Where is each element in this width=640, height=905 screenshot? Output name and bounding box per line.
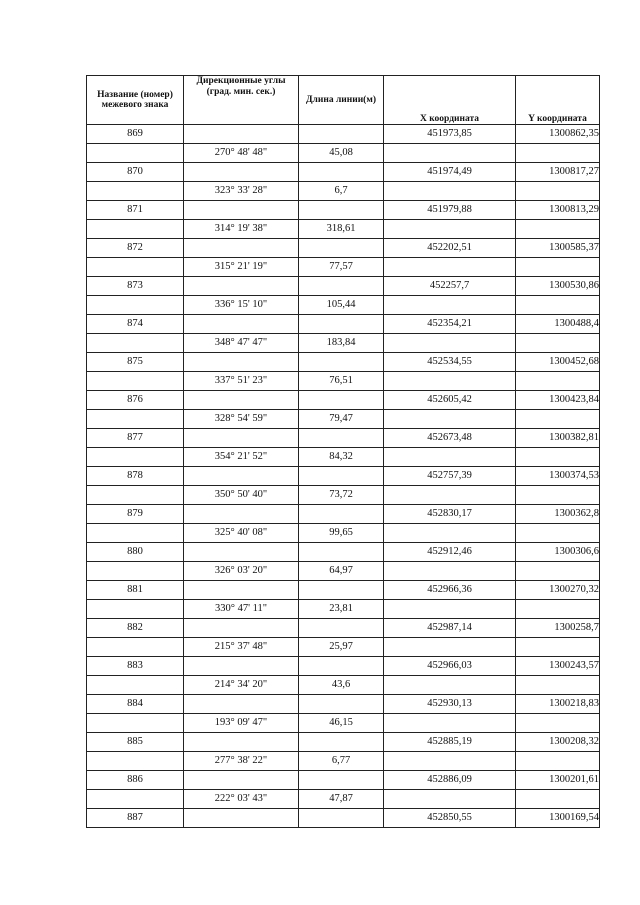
x-coordinate-cell: 452850,55: [384, 809, 516, 828]
x-coordinate-cell: 452605,42: [384, 391, 516, 410]
table-row-point: [87, 429, 600, 448]
empty-cell: [184, 771, 299, 790]
bearing-angle-cell: 315° 21' 19": [184, 258, 299, 277]
bearing-angle-cell: 325° 40' 08": [184, 524, 299, 543]
empty-cell: [87, 372, 184, 391]
bearing-angle-cell: 336° 15' 10": [184, 296, 299, 315]
table-header-row: [87, 76, 600, 125]
y-coordinate-cell: 1300243,57: [516, 657, 600, 676]
header-x-coordinate: X координата: [384, 76, 516, 125]
x-coordinate-cell: 451979,88: [384, 201, 516, 220]
x-coordinate-cell: 452202,51: [384, 239, 516, 258]
empty-cell: [87, 562, 184, 581]
header-point-name: Название (номер) межевого знака: [87, 76, 184, 125]
line-length-cell: 64,97: [299, 562, 384, 581]
empty-cell: [87, 790, 184, 809]
table-row-segment: [87, 220, 600, 239]
empty-cell: [299, 505, 384, 524]
x-coordinate-cell: 452966,03: [384, 657, 516, 676]
x-coordinate-cell: 452257,7: [384, 277, 516, 296]
point-name-cell: 886: [87, 771, 184, 790]
point-name-cell: 884: [87, 695, 184, 714]
empty-cell: [384, 372, 516, 391]
x-coordinate-cell: 452534,55: [384, 353, 516, 372]
y-coordinate-cell: 1300423,84: [516, 391, 600, 410]
table-row-point: [87, 315, 600, 334]
bearing-angle-cell: 348° 47' 47": [184, 334, 299, 353]
empty-cell: [299, 809, 384, 828]
empty-cell: [384, 714, 516, 733]
empty-cell: [516, 676, 600, 695]
empty-cell: [516, 714, 600, 733]
bearing-angle-cell: 330° 47' 11": [184, 600, 299, 619]
x-coordinate-cell: 452886,09: [384, 771, 516, 790]
line-length-cell: 105,44: [299, 296, 384, 315]
bearing-angle-cell: 193° 09' 47": [184, 714, 299, 733]
table-row-segment: [87, 448, 600, 467]
empty-cell: [384, 524, 516, 543]
empty-cell: [516, 486, 600, 505]
empty-cell: [299, 543, 384, 562]
x-coordinate-cell: 452930,13: [384, 695, 516, 714]
y-coordinate-cell: 1300169,54: [516, 809, 600, 828]
x-coordinate-cell: 452912,46: [384, 543, 516, 562]
point-name-cell: 880: [87, 543, 184, 562]
line-length-cell: 318,61: [299, 220, 384, 239]
empty-cell: [87, 448, 184, 467]
bearing-angle-cell: 215° 37' 48": [184, 638, 299, 657]
empty-cell: [299, 771, 384, 790]
header-y-coordinate: Y координата: [516, 76, 600, 125]
empty-cell: [516, 258, 600, 277]
table-row-segment: [87, 562, 600, 581]
line-length-cell: 6,77: [299, 752, 384, 771]
point-name-cell: 882: [87, 619, 184, 638]
y-coordinate-cell: 1300258,7: [516, 619, 600, 638]
bearing-angle-cell: 222° 03' 43": [184, 790, 299, 809]
bearing-angle-cell: 270° 48' 48": [184, 144, 299, 163]
empty-cell: [516, 372, 600, 391]
empty-cell: [384, 410, 516, 429]
empty-cell: [184, 505, 299, 524]
point-name-cell: 872: [87, 239, 184, 258]
empty-cell: [384, 334, 516, 353]
line-length-cell: 23,81: [299, 600, 384, 619]
empty-cell: [184, 543, 299, 562]
empty-cell: [184, 201, 299, 220]
empty-cell: [87, 524, 184, 543]
table-row-segment: [87, 144, 600, 163]
line-length-cell: 84,32: [299, 448, 384, 467]
empty-cell: [516, 182, 600, 201]
table-row-point: [87, 581, 600, 600]
bearing-angle-cell: 350° 50' 40": [184, 486, 299, 505]
table-row-segment: [87, 296, 600, 315]
empty-cell: [184, 809, 299, 828]
empty-cell: [299, 353, 384, 372]
empty-cell: [184, 733, 299, 752]
y-coordinate-cell: 1300270,32: [516, 581, 600, 600]
table-row-point: [87, 657, 600, 676]
empty-cell: [184, 315, 299, 334]
x-coordinate-cell: 452354,21: [384, 315, 516, 334]
point-name-cell: 881: [87, 581, 184, 600]
x-coordinate-cell: 451974,49: [384, 163, 516, 182]
y-coordinate-cell: 1300201,61: [516, 771, 600, 790]
empty-cell: [516, 790, 600, 809]
empty-cell: [384, 486, 516, 505]
empty-cell: [87, 600, 184, 619]
line-length-cell: 99,65: [299, 524, 384, 543]
empty-cell: [87, 334, 184, 353]
table-row-segment: [87, 334, 600, 353]
empty-cell: [384, 790, 516, 809]
y-coordinate-cell: 1300452,68: [516, 353, 600, 372]
table-row-segment: [87, 182, 600, 201]
header-bearing-angle: Дирекционные углы (град. мин. сек.): [184, 76, 299, 125]
table-row-segment: [87, 258, 600, 277]
x-coordinate-cell: 452757,39: [384, 467, 516, 486]
bearing-angle-cell: 354° 21' 52": [184, 448, 299, 467]
empty-cell: [384, 600, 516, 619]
empty-cell: [87, 296, 184, 315]
y-coordinate-cell: 1300208,32: [516, 733, 600, 752]
empty-cell: [384, 220, 516, 239]
empty-cell: [516, 334, 600, 353]
y-coordinate-cell: 1300813,29: [516, 201, 600, 220]
line-length-cell: 76,51: [299, 372, 384, 391]
y-coordinate-cell: 1300817,27: [516, 163, 600, 182]
table-row-point: [87, 353, 600, 372]
table-row-segment: [87, 790, 600, 809]
empty-cell: [299, 277, 384, 296]
line-length-cell: 183,84: [299, 334, 384, 353]
empty-cell: [384, 752, 516, 771]
point-name-cell: 871: [87, 201, 184, 220]
empty-cell: [184, 163, 299, 182]
boundary-points-table: [86, 75, 600, 828]
y-coordinate-cell: 1300382,81: [516, 429, 600, 448]
table-row-point: [87, 809, 600, 828]
bearing-angle-cell: 337° 51' 23": [184, 372, 299, 391]
empty-cell: [299, 429, 384, 448]
empty-cell: [184, 353, 299, 372]
empty-cell: [516, 638, 600, 657]
bearing-angle-cell: 277° 38' 22": [184, 752, 299, 771]
empty-cell: [184, 467, 299, 486]
table-row-segment: [87, 638, 600, 657]
empty-cell: [184, 125, 299, 144]
point-name-cell: 878: [87, 467, 184, 486]
table-row-segment: [87, 600, 600, 619]
empty-cell: [299, 239, 384, 258]
bearing-angle-cell: 323° 33' 28": [184, 182, 299, 201]
empty-cell: [384, 182, 516, 201]
empty-cell: [87, 182, 184, 201]
point-name-cell: 885: [87, 733, 184, 752]
table-row-point: [87, 543, 600, 562]
empty-cell: [299, 581, 384, 600]
x-coordinate-cell: 452987,14: [384, 619, 516, 638]
table-row-point: [87, 125, 600, 144]
table-row-point: [87, 391, 600, 410]
table-row-point: [87, 505, 600, 524]
empty-cell: [299, 467, 384, 486]
table-row-segment: [87, 410, 600, 429]
empty-cell: [384, 258, 516, 277]
x-coordinate-cell: 451973,85: [384, 125, 516, 144]
table-body: [87, 125, 600, 828]
line-length-cell: 77,57: [299, 258, 384, 277]
empty-cell: [299, 733, 384, 752]
x-coordinate-cell: 452966,36: [384, 581, 516, 600]
y-coordinate-cell: 1300488,4: [516, 315, 600, 334]
empty-cell: [184, 619, 299, 638]
empty-cell: [299, 695, 384, 714]
table-row-point: [87, 277, 600, 296]
empty-cell: [299, 125, 384, 144]
y-coordinate-cell: 1300362,8: [516, 505, 600, 524]
line-length-cell: 46,15: [299, 714, 384, 733]
point-name-cell: 869: [87, 125, 184, 144]
empty-cell: [516, 752, 600, 771]
point-name-cell: 879: [87, 505, 184, 524]
point-name-cell: 875: [87, 353, 184, 372]
empty-cell: [299, 315, 384, 334]
table-row-point: [87, 733, 600, 752]
empty-cell: [516, 448, 600, 467]
empty-cell: [384, 676, 516, 695]
x-coordinate-cell: 452830,17: [384, 505, 516, 524]
table-row-segment: [87, 524, 600, 543]
empty-cell: [384, 448, 516, 467]
line-length-cell: 43,6: [299, 676, 384, 695]
empty-cell: [299, 391, 384, 410]
empty-cell: [184, 695, 299, 714]
empty-cell: [384, 296, 516, 315]
empty-cell: [87, 638, 184, 657]
empty-cell: [384, 144, 516, 163]
line-length-cell: 47,87: [299, 790, 384, 809]
table-row-point: [87, 619, 600, 638]
line-length-cell: 25,97: [299, 638, 384, 657]
empty-cell: [384, 562, 516, 581]
bearing-angle-cell: 326° 03' 20": [184, 562, 299, 581]
x-coordinate-cell: 452673,48: [384, 429, 516, 448]
empty-cell: [87, 220, 184, 239]
table-row-point: [87, 771, 600, 790]
empty-cell: [516, 562, 600, 581]
empty-cell: [184, 429, 299, 448]
y-coordinate-cell: 1300374,53: [516, 467, 600, 486]
table-row-segment: [87, 752, 600, 771]
bearing-angle-cell: 314° 19' 38": [184, 220, 299, 239]
empty-cell: [299, 619, 384, 638]
point-name-cell: 887: [87, 809, 184, 828]
empty-cell: [516, 144, 600, 163]
y-coordinate-cell: 1300585,37: [516, 239, 600, 258]
line-length-cell: 79,47: [299, 410, 384, 429]
point-name-cell: 870: [87, 163, 184, 182]
y-coordinate-cell: 1300218,83: [516, 695, 600, 714]
header-line-length: Длина линии(м): [299, 76, 384, 125]
table-row-point: [87, 201, 600, 220]
point-name-cell: 876: [87, 391, 184, 410]
line-length-cell: 73,72: [299, 486, 384, 505]
empty-cell: [299, 201, 384, 220]
y-coordinate-cell: 1300306,6: [516, 543, 600, 562]
line-length-cell: 6,7: [299, 182, 384, 201]
y-coordinate-cell: 1300862,35: [516, 125, 600, 144]
empty-cell: [87, 714, 184, 733]
empty-cell: [299, 163, 384, 182]
x-coordinate-cell: 452885,19: [384, 733, 516, 752]
empty-cell: [87, 144, 184, 163]
empty-cell: [184, 277, 299, 296]
point-name-cell: 873: [87, 277, 184, 296]
table-row-segment: [87, 676, 600, 695]
table-row-segment: [87, 714, 600, 733]
empty-cell: [87, 752, 184, 771]
table-row-segment: [87, 372, 600, 391]
empty-cell: [384, 638, 516, 657]
table-row-point: [87, 163, 600, 182]
empty-cell: [184, 391, 299, 410]
empty-cell: [184, 657, 299, 676]
table-row-point: [87, 695, 600, 714]
table-row-point: [87, 467, 600, 486]
empty-cell: [516, 600, 600, 619]
empty-cell: [87, 486, 184, 505]
bearing-angle-cell: 328° 54' 59": [184, 410, 299, 429]
point-name-cell: 874: [87, 315, 184, 334]
line-length-cell: 45,08: [299, 144, 384, 163]
empty-cell: [87, 676, 184, 695]
table-row-segment: [87, 486, 600, 505]
bearing-angle-cell: 214° 34' 20": [184, 676, 299, 695]
point-name-cell: 883: [87, 657, 184, 676]
empty-cell: [184, 239, 299, 258]
empty-cell: [516, 524, 600, 543]
point-name-cell: 877: [87, 429, 184, 448]
empty-cell: [299, 657, 384, 676]
table-row-point: [87, 239, 600, 258]
empty-cell: [184, 581, 299, 600]
empty-cell: [87, 410, 184, 429]
y-coordinate-cell: 1300530,86: [516, 277, 600, 296]
empty-cell: [516, 220, 600, 239]
empty-cell: [516, 296, 600, 315]
empty-cell: [516, 410, 600, 429]
empty-cell: [87, 258, 184, 277]
